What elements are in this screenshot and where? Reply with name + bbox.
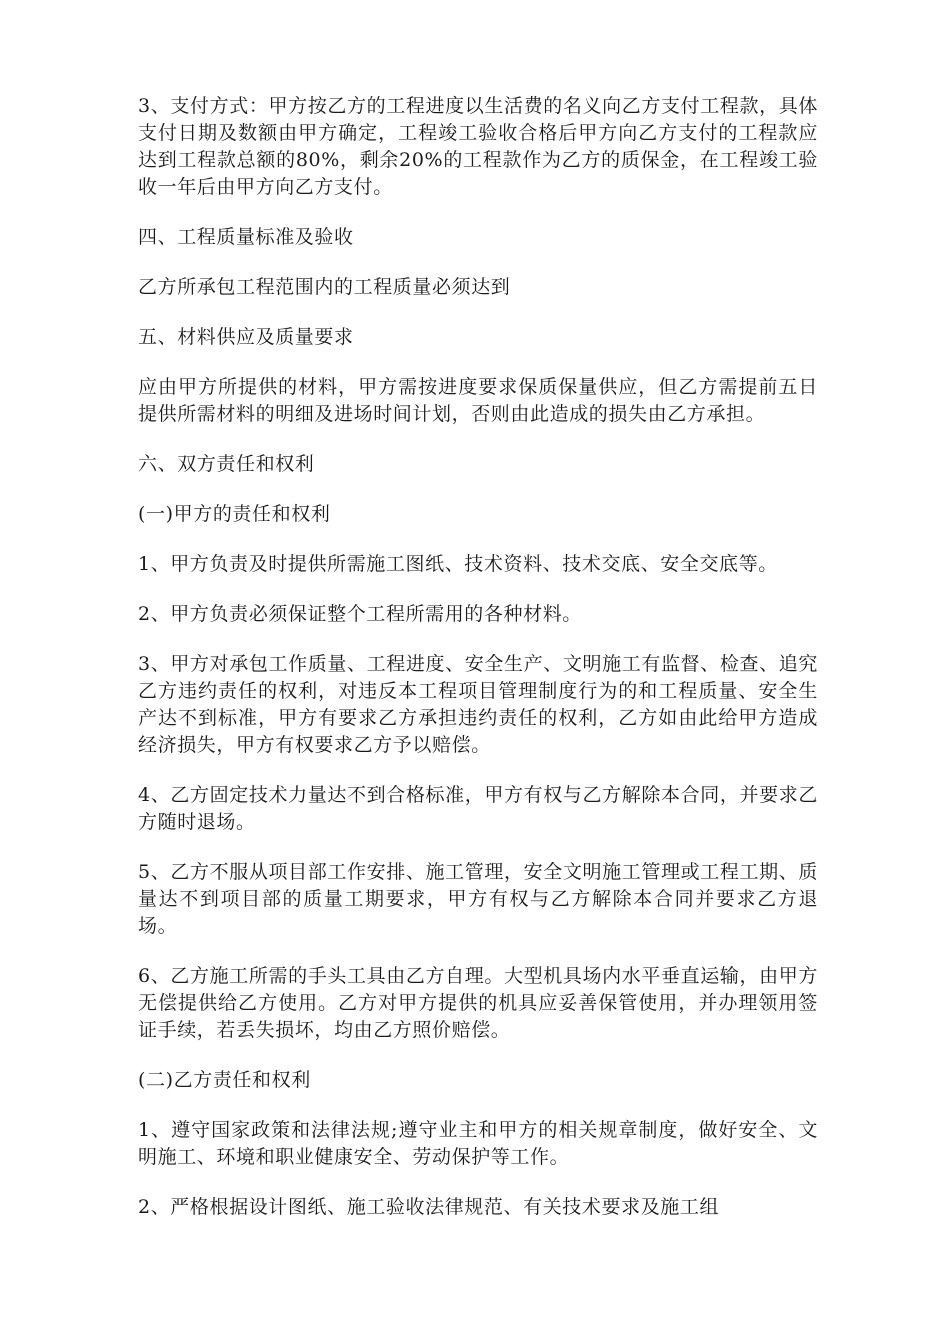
party-b-clause-2: 2、严格根据设计图纸、施工验收法律规范、有关技术要求及施工组 [138,1196,720,1218]
section-heading-quality-standard: 四、工程质量标准及验收 [138,226,354,248]
payment-method-paragraph: 3、支付方式：甲方按乙方的工程进度以生活费的名义向乙方支付工程款，具体支付日期及数额由甲方确定，工程竣工验收合格后甲方向乙方支付的工程款应达到工程款总额的80%，剩余20%的工程款作为乙方的质保金，在工程竣工验收一年后由甲方向乙方支付。 [138,95,818,198]
material-supply-paragraph: 应由甲方所提供的材料，甲方需按进度要求保质保量供应，但乙方需提前五日提供所需材料的明细及进场时间计划，否则由此造成的损失由乙方承担。 [138,376,818,425]
document-page [138,93,818,1244]
subheading-party-a: (一)甲方的责任和权利 [138,503,331,525]
party-a-clause-1: 1、甲方负责及时提供所需施工图纸、技术资料、技术交底、安全交底等。 [138,553,778,575]
section-heading-material-supply: 五、材料供应及质量要求 [138,326,354,348]
section-heading-responsibilities: 六、双方责任和权利 [138,453,315,475]
quality-requirement-paragraph: 乙方所承包工程范围内的工程质量必须达到 [138,276,511,298]
party-a-clause-3: 3、甲方对承包工作质量、工程进度、安全生产、文明施工有监督、检查、追究乙方违约责任的权利，对违反本工程项目管理制度行为的和工程质量、安全生产达不到标准，甲方有要求乙方承担违约责任的权利，乙方如由此给甲方造成经济损失，甲方有权要求乙方予以赔偿。 [138,653,818,756]
party-a-clause-2: 2、甲方负责必须保证整个工程所需用的各种材料。 [138,603,582,625]
party-a-clause-6: 6、乙方施工所需的手头工具由乙方自理。大型机具场内水平垂直运输，由甲方无偿提供给乙方使用。乙方对甲方提供的机具应妥善保管使用，并办理领用签证手续，若丢失损坏，均由乙方照价赔偿。 [138,965,818,1041]
subheading-party-b: (二)乙方责任和权利 [138,1069,311,1091]
party-a-clause-4: 4、乙方固定技术力量达不到合格标准，甲方有权与乙方解除本合同，并要求乙方随时退场。 [138,784,818,833]
party-a-clause-5: 5、乙方不服从项目部工作安排、施工管理，安全文明施工管理或工程工期、质量达不到项目部的质量工期要求，甲方有权与乙方解除本合同并要求乙方退场。 [138,861,818,937]
party-b-clause-1: 1、遵守国家政策和法律法规;遵守业主和甲方的相关规章制度，做好安全、文明施工、环境和职业健康安全、劳动保护等工作。 [138,1119,818,1168]
